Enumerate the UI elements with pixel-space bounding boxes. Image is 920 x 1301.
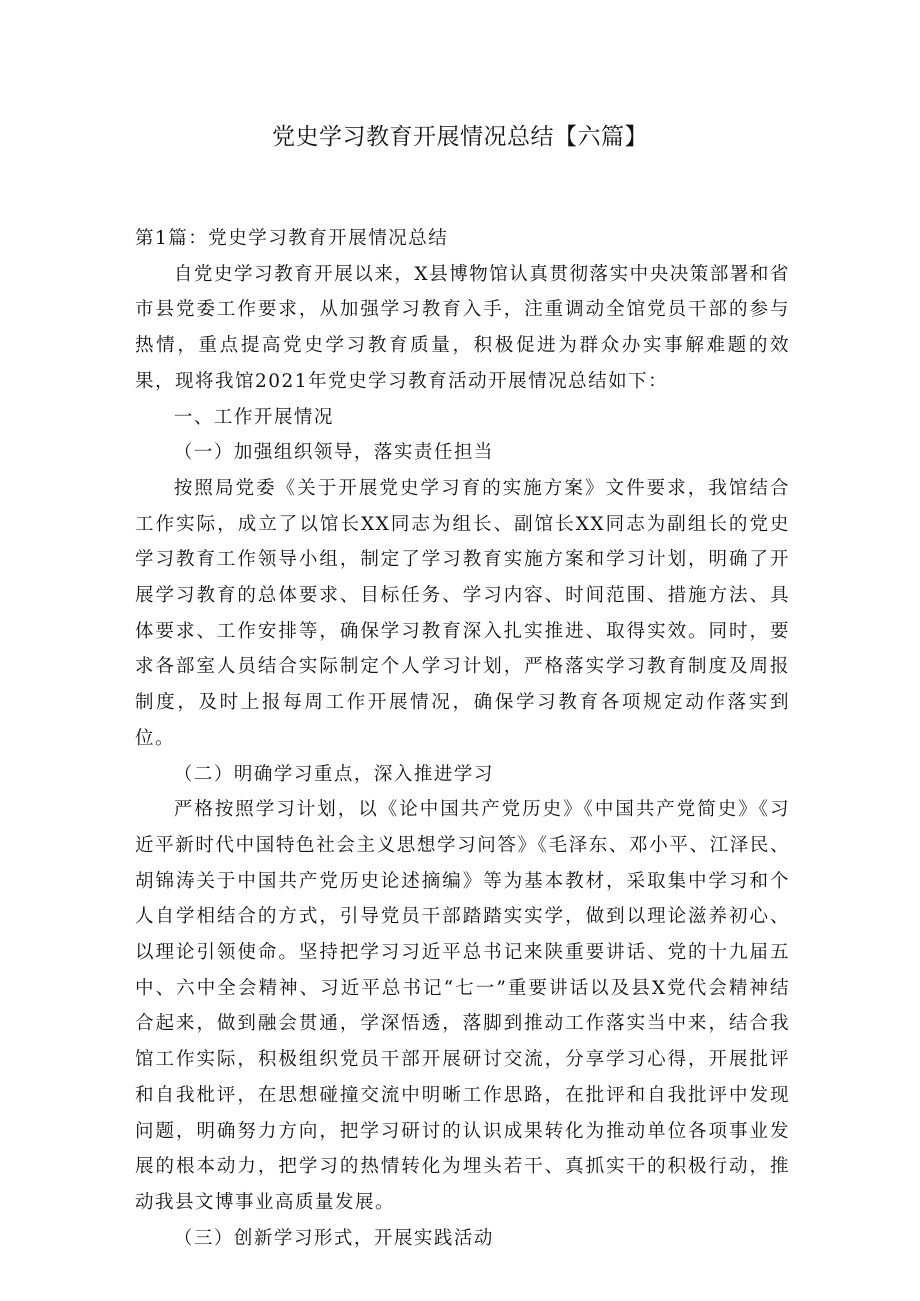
document-body bbox=[135, 221, 790, 1256]
subheading-study-forms: （三）创新学习形式，开展实践活动 bbox=[173, 1227, 494, 1249]
section-heading: 第1篇：党史学习教育开展情况总结 bbox=[135, 228, 449, 249]
subheading-organization: （一）加强组织领导，落实责任担当 bbox=[173, 442, 494, 464]
document-title: 党史学习教育开展情况总结【六篇】 bbox=[272, 124, 648, 150]
paragraph-study-focus: 严格按照学习计划，以《论中国共产党历史》《中国共产党简史》《习近平新时代中国特色社会主义思想学习问答》《毛泽东、邓小平、江泽民、胡锦涛关于中国共产党历史论述摘编》等为基本教材，采取集中学习和个人自学相结合的方式，引导党员干部踏踏实实学，做到以理论滋养初心、以理论引领使命。坚持把学习习近平总书记来陕重要讲话、党的十九届五中、六中全会精神、习近平总书记“七一”重要讲话以及县X党代会精神结合起来，做到融会贯通，学深悟透，落脚到推动工作落实当中来，结合我馆工作实际，积极组织党员干部开展研讨交流，分享学习心得，开展批评和自我枇评，在思想碰撞交流中明晰工作思路，在批评和自我批评中发现问题，明确努力方向，把学习研讨的认识成果转化为推动单位各项事业发展的根本动力，把学习的热情转化为埋头若干、真抓实干的积极行动，推动我县文博事业高质量发展。 bbox=[135, 799, 790, 1213]
paragraph-organization: 按照局党委《关于开展党史学习育的实施方案》文件要求，我馆结合工作实际，成立了以馆长XX同志为组长、副馆长XX同志为副组长的党史学习教育工作领导小组，制定了学习教育实施方案和学习计划，明确了开展学习教育的总体要求、目标任务、学习内容、时间范围、措施方法、具体要求、工作安排等，确保学习教育深入扎实推进、取得实效。同时，要求各部室人员结合实际制定个人学习计划，严格落实学习教育制度及周报制度，及时上报每周工作开展情况，确保学习教育各项规定动作落实到位。 bbox=[135, 477, 790, 749]
subheading-study-focus: （二）明确学习重点，深入推进学习 bbox=[173, 763, 494, 785]
paragraph-intro: 自党史学习教育开展以来，X县博物馆认真贯彻落实中央决策部署和省市县党委工作要求，从加强学习教育入手，注重调动全馆党员干部的参与热情，重点提高党史学习教育质量，积极促进为群众办实事解难题的效果，现将我馆2021年党史学习教育活动开展情况总结如下： bbox=[135, 263, 790, 392]
heading-work-status: 一、工作开展情况 bbox=[173, 406, 334, 428]
